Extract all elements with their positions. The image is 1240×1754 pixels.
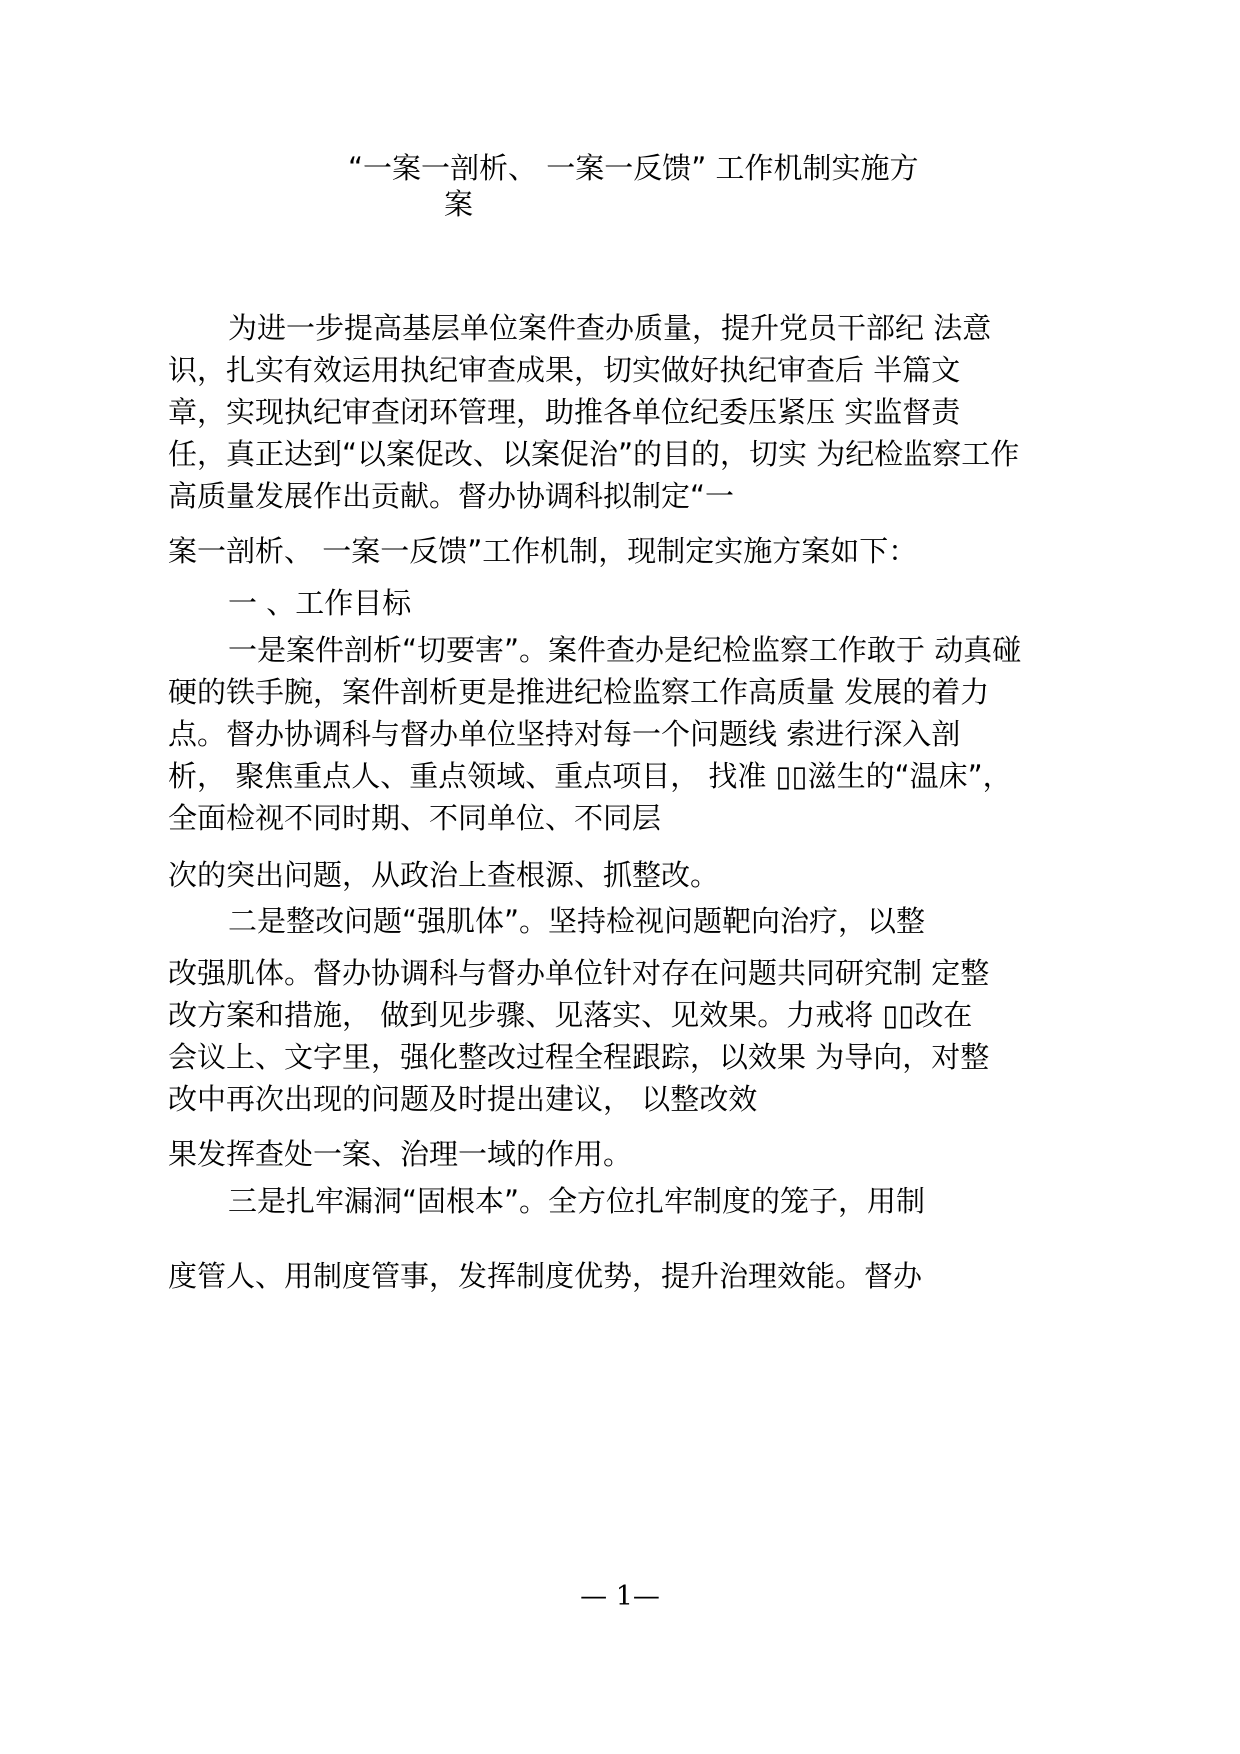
body-line: 案一剖析、 一案一反馈”工作机制，现制定实施方案如下： [168, 534, 918, 568]
body-line: 任，真正达到“以案促改、以案促治”的目的，切实 为纪检监察工作 [168, 437, 1020, 471]
body-line: 识，扎实有效运用执纪审查成果，切实做好执纪审查后 半篇文 [168, 353, 961, 387]
body-line: 三是扎牢漏洞“固根本”。全方位扎牢制度的笼子，用制 [228, 1184, 926, 1218]
body-line: 高质量发展作出贡献。督办协调科拟制定“一 [168, 479, 735, 513]
section-heading: 一 、工作目标 [228, 586, 412, 620]
body-line: 改中再次出现的问题及时提出建议， 以整改效 [168, 1082, 758, 1116]
body-line: 会议上、文字里，强化整改过程全程跟踪，以效果 为导向，对整 [168, 1040, 990, 1074]
title-line: “一案一剖析、 一案一反馈” 工作机制实施方 [348, 151, 919, 185]
body-line: 改方案和措施， 做到见步骤、见落实、见效果。力戒将 ▯▯改在 [168, 998, 973, 1032]
page-number: — 1— [580, 1581, 660, 1612]
body-line: 次的突出问题，从政治上查根源、抓整改。 [168, 858, 720, 892]
body-line: 点。督办协调科与督办单位坚持对每一个问题线 索进行深入剖 [168, 717, 961, 751]
body-line: 析， 聚焦重点人、重点领域、重点项目， 找准 ▯▯滋生的“温床”， [168, 759, 1012, 793]
body-line: 改强肌体。督办协调科与督办单位针对存在问题共同研究制 定整 [168, 956, 990, 990]
body-line: 二是整改问题“强肌体”。坚持检视问题靶向治疗，以整 [228, 904, 926, 938]
body-line: 章，实现执纪审查闭环管理，助推各单位纪委压紧压 实监督责 [168, 395, 961, 429]
title-line: 案 [444, 187, 474, 221]
body-line: 全面检视不同时期、不同单位、不同层 [168, 801, 662, 835]
body-line: 果发挥查处一案、治理一域的作用。 [168, 1137, 633, 1171]
body-line: 硬的铁手腕，案件剖析更是推进纪检监察工作高质量 发展的着力 [168, 675, 990, 709]
body-line: 一是案件剖析“切要害”。案件查办是纪检监察工作敢于 动真碰 [228, 633, 1022, 667]
body-line: 为进一步提高基层单位案件查办质量，提升党员干部纪 法意 [228, 311, 992, 345]
body-line: 度管人、用制度管事，发挥制度优势，提升治理效能。督办 [168, 1259, 923, 1293]
